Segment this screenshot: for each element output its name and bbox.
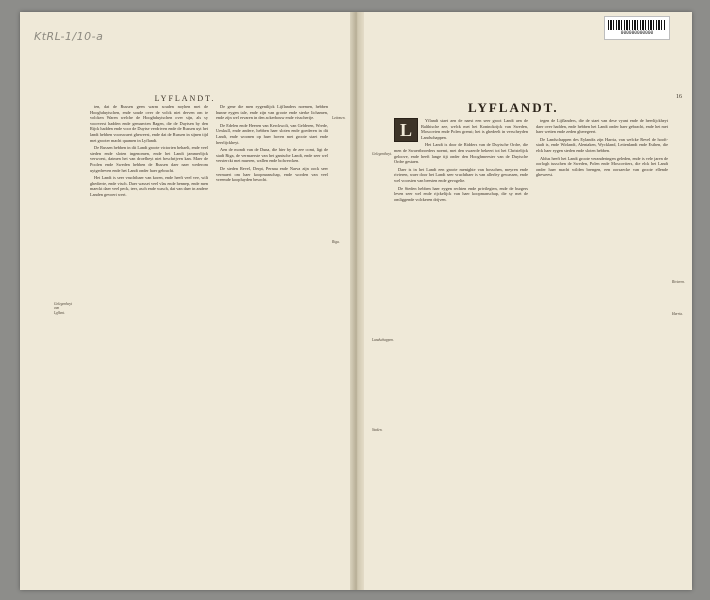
side-note: Landschappen. <box>372 338 394 342</box>
barcode-label <box>604 16 670 40</box>
side-note: Harria. <box>672 312 683 316</box>
body-paragraph: De steden Revel, Derpt, Pernau ende Narva zijn oock seer vermaert om haer koopmanschap, ende worden van veel vreemde koopluyden besocht. <box>216 165 328 183</box>
right-column-1 <box>394 118 528 576</box>
side-note: Rivieren. <box>672 280 685 284</box>
side-note: Gelegenheyt van Lyflant. <box>54 302 72 315</box>
body-paragraph: Het Landt is seer vruchtbaer van koren, ende heeft veel vee, wilt ghedierte, ende visch. Daer wasset veel vlas ende hennep, ende men maeckt daer veel peck, teer, asch ende wasch, dat van daer in andere Landen gevoert wert. <box>90 175 208 197</box>
body-paragraph: De Steden hebben haer eygen rechten ende privilegien, ende de burgers leven seer wel ende rijckelijck van haer koopmanschap, die sy met de omliggende volckeren drijven. <box>394 185 528 202</box>
side-note: Gelegentheyt. <box>372 152 392 156</box>
side-note: Lettonen. <box>332 116 346 120</box>
body-paragraph: De Landschappen des Eylandts zijn Harria, van welcke Revel de hooft-stadt is, ende Wirlandt, Alentaken, Wyckland, Lettenlandt ende Esthen, die elck haer eygen steden ende sloten hebben. <box>536 136 668 153</box>
body-paragraph: tegen de Lijflanders, die de staet van dese vyant ende de heerlijckheyt daer over hadden, ende hebben het Landt onder haer gebracht, ende het met haer wetten ende zeden gheregeert. <box>536 118 668 135</box>
body-paragraph: De gene die men eygentlijck Lijflanders noemen, hebben hunne eygen tale, ende zijn van groote ende sterke lichamen, ende zijn wel ervaren in den ackerbouw ende visscherije. <box>216 104 328 121</box>
body-paragraph: Yflandt staet aen de naest een seer groot Landt aen de Balthische zee, welck met het Koninckrijck van Sweden, Moscovien ende Polen grenst; het is ghedeelt in verscheyden Landschappen. <box>421 118 528 140</box>
left-column-1 <box>90 104 208 574</box>
body-paragraph: Daer is in het Landt een groote menighte van bosschen, meyren ende rivieren, waer door het Landt seer vruchtbaer is van allerley gewassen, ende wel voorsien van beesten ende gevogelte. <box>394 166 528 183</box>
pencil-note: KtRL-1/10-a <box>34 30 104 43</box>
right-column-2 <box>536 118 668 576</box>
left-page <box>20 12 350 590</box>
drop-cap: L <box>394 118 418 142</box>
running-head-left: LYFLANDT. <box>154 94 216 103</box>
body-paragraph: Het Landt is door de Ridders van de Duytsche Ordre, die men de Swaertbroeders noemt, met den swaerde bekeert tot het Christelijck geloove, ende heeft lange tijt onder den Hooghmeester van de Duytsche Ordre gestaen. <box>394 142 528 165</box>
page-number: 16 <box>676 94 682 100</box>
side-note: Steden. <box>372 428 383 432</box>
book-gutter <box>350 12 364 590</box>
right-page <box>364 12 692 590</box>
barcode-icon <box>608 20 666 30</box>
barcode-number: 000000000000 <box>620 31 654 36</box>
body-paragraph: Aldus heeft het Landt groote veranderingen geleden, ende is vele jaren de oorlogh tusschen de Sweden, Polen ende Moscoviters, die elck het Landt onder haer macht wilden brengen, een oorsaecke van groote ellende gheweest. <box>536 155 668 178</box>
side-note: Riga. <box>332 240 340 244</box>
body-paragraph: De Russen hebben in dit Landt groote victorien behaelt, ende veel steden ende sloten ingenomen, ende het Landt jammerlijck verwoest, datmen het van droefheyt niet beschrijven kan. Maer de Poolen ende Sweden hebben de Russen daer naer wederom uytgedreven ende het Landt onder haer gebracht. <box>90 145 208 173</box>
left-column-2 <box>216 104 328 574</box>
book-spread <box>20 12 692 590</box>
body-paragraph: ten, dat de Russen geen warm souden noyhen met de Hooghduytschen, ende soude over de volck niet derven om te volcken Waren welche de Hooghduytschen over sijn, als sy voorverst hadden ende gemaecten Bagen, die de Duytsen by den Rijck hadden ende voor de Duytse verdriven ende de Russen uyt het landt hebben voorswaert gheweest, ende dat de Russen in sijnen tijd met grooter macht quamen in Lyflandt. <box>90 104 208 143</box>
body-paragraph: De Edelen ende Heeren van Kerckwolt, van Gelderen, Wrede, Uexkull, ende andere, hebben haer sloten ende goederen in dit Landt, ende woonen op haer hoven met groote staet ende heerlijckheyt. <box>216 122 328 145</box>
body-paragraph: Aen de mondt van de Duna, die hier by de zee comt, ligt de stadt Riga, de vermaerste van het gantsche Landt, ende seer wel versterckt met mueren, wallen ende bolwercken. <box>216 147 328 164</box>
page-title: LYFLANDT. <box>468 100 559 115</box>
